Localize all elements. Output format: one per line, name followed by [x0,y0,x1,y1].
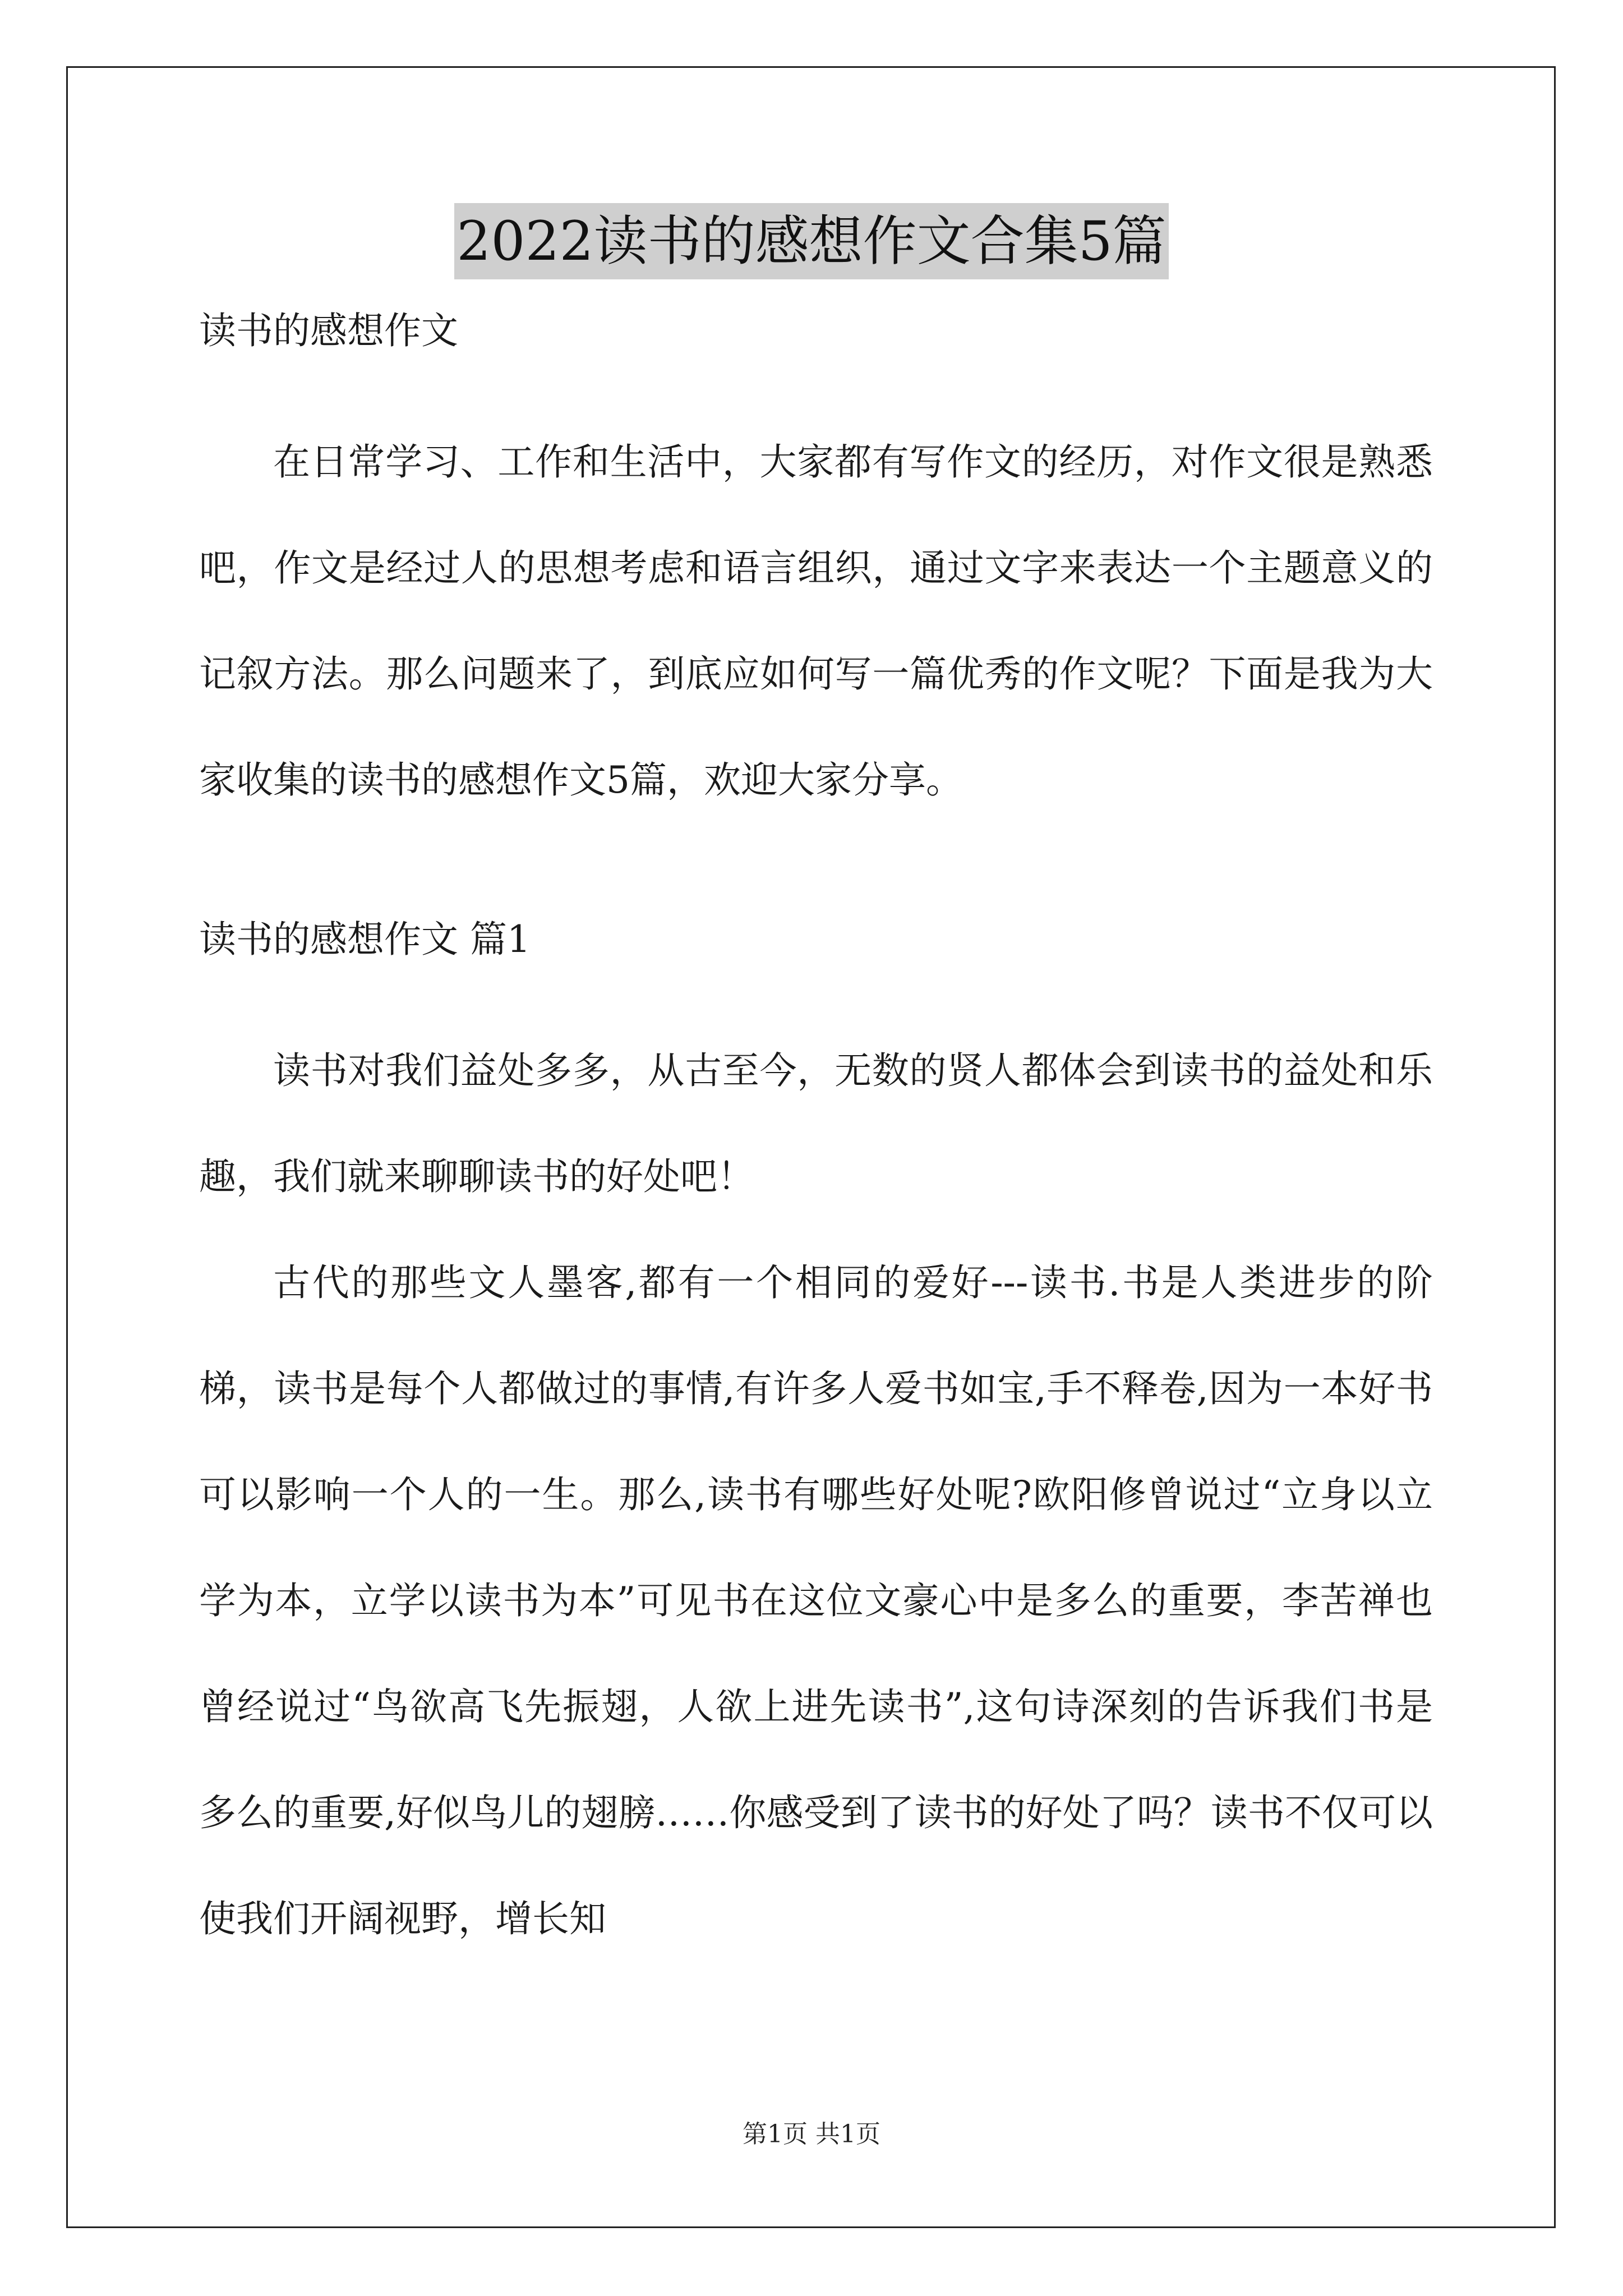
spacer [199,833,1433,912]
intro-heading: 读书的感想作文 [199,309,458,352]
section1-heading: 读书的感想作文 篇1 [199,918,531,961]
section1-paragraph-1: 读书对我们益处多多，从古至今，无数的贤人都体会到读书的益处和乐趣，我们就来聊聊读书的好处吧！ [199,1049,1433,1198]
document-body [199,303,1433,1972]
document-title: 2022读书的感想作文合集5篇 [454,203,1168,279]
section1-paragraph-2: 古代的那些文人墨客,都有一个相同的爱好---读书.书是人类进步的阶梯，读书是每个人都做过的事情,有许多人爱书如宝,手不释卷,因为一本好书可以影响一个人的一生。那么,读书有哪些好处呢?欧阳修曾说过“立身以立学为本，立学以读书为本”可见书在这位文豪心中是多么的重要，李苦禅也曾经说过“鸟欲高飞先振翅，人欲上进先读书”,这句诗深刻的告诉我们书是多么的重要,好似鸟儿的翅膀……你感受到了读书的好处了吗？读书不仅可以使我们开阔视野，增长知 [199,1261,1433,1940]
page-footer: 第1页 共1页 [743,2120,880,2148]
intro-paragraph: 在日常学习、工作和生活中，大家都有写作文的经历，对作文很是熟悉吧，作文是经过人的思想考虑和语言组织，通过文字来表达一个主题意义的记叙方法。那么问题来了，到底应如何写一篇优秀的作文呢？下面是我为大家收集的读书的感想作文5篇，欢迎大家分享。 [199,440,1433,802]
spacer [199,968,1433,1018]
title-container [0,203,1623,279]
spacer [199,359,1433,409]
